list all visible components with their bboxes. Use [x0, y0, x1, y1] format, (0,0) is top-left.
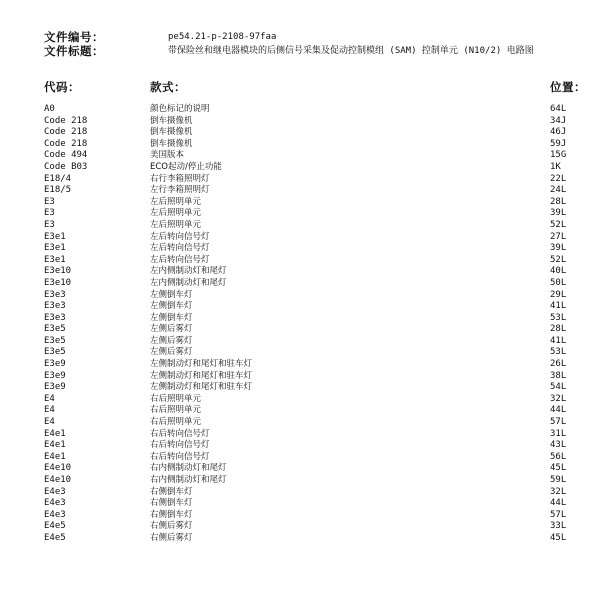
row-style: 左侧倒车灯	[150, 301, 193, 312]
table-row	[0, 313, 600, 325]
row-code: E18/5	[44, 185, 72, 196]
row-code: E3	[44, 219, 55, 230]
row-code: E4e1	[44, 451, 66, 462]
row-code: E3e10	[44, 277, 72, 288]
table-row	[0, 232, 600, 244]
table-row	[0, 487, 600, 499]
row-code: E3e9	[44, 359, 66, 370]
column-header-style: 款式：	[150, 80, 186, 94]
row-style: 左内侧制动灯和尾灯	[150, 266, 227, 277]
row-style: ECO起动/停止功能	[150, 161, 222, 172]
row-code: A0	[44, 104, 55, 114]
row-style: 左侧制动灯和尾灯和驻车灯	[150, 382, 253, 393]
row-code: E4e1	[44, 440, 66, 451]
table-row	[0, 510, 600, 522]
row-style: 右后照明单元	[150, 417, 202, 428]
table-row	[0, 336, 600, 348]
row-style: 右侧倒车灯	[150, 486, 193, 497]
row-code: E3e3	[44, 289, 66, 300]
row-style: 左侧倒车灯	[150, 289, 193, 300]
row-position: 32L	[550, 486, 567, 497]
row-code: E3e9	[44, 382, 66, 393]
row-position: 54L	[550, 382, 567, 393]
row-code: E3e10	[44, 266, 72, 277]
row-position: 24L	[550, 185, 567, 196]
row-position: 43L	[550, 440, 567, 451]
row-code: E4e1	[44, 428, 66, 439]
row-position: 28L	[550, 196, 567, 207]
table-row	[0, 463, 600, 475]
table-row	[0, 243, 600, 255]
row-style: 美国版本	[150, 150, 185, 161]
table-row	[0, 533, 600, 545]
row-code: E4	[44, 405, 55, 416]
row-code: Code 494	[44, 150, 88, 161]
row-style: 左侧制动灯和尾灯和驻车灯	[150, 370, 253, 381]
table-row	[0, 255, 600, 267]
row-position: 31L	[550, 428, 567, 439]
row-style: 右行李箱照明灯	[150, 173, 210, 184]
row-position: 53L	[550, 347, 567, 358]
row-style: 右后转向信号灯	[150, 451, 210, 462]
column-header-position: 位置：	[550, 80, 586, 94]
component-table	[0, 104, 600, 545]
table-row	[0, 359, 600, 371]
row-style: 倒车摄像机	[150, 138, 193, 149]
table-row	[0, 498, 600, 510]
doc-number-label: 文件编号：	[44, 30, 104, 44]
table-row	[0, 521, 600, 533]
row-style: 右后转向信号灯	[150, 428, 210, 439]
row-position: 64L	[550, 104, 567, 114]
row-code: E3	[44, 208, 55, 219]
doc-title-label: 文件标题：	[44, 44, 104, 58]
table-row	[0, 266, 600, 278]
row-code: E3e5	[44, 324, 66, 335]
row-code: E4e3	[44, 486, 66, 497]
row-style: 倒车摄像机	[150, 127, 193, 138]
doc-number-row	[0, 30, 600, 44]
row-position: 39L	[550, 208, 567, 219]
table-row	[0, 127, 600, 139]
row-code: Code B03	[44, 161, 88, 172]
table-row	[0, 150, 600, 162]
table-row	[0, 290, 600, 302]
row-position: 45L	[550, 532, 567, 543]
table-row	[0, 104, 600, 116]
table-row	[0, 371, 600, 383]
row-style: 左侧倒车灯	[150, 312, 193, 323]
row-style: 右后照明单元	[150, 393, 202, 404]
table-row	[0, 185, 600, 197]
row-position: 59L	[550, 475, 567, 485]
row-code: E3e3	[44, 312, 66, 323]
row-position: 15G	[550, 150, 567, 161]
table-row	[0, 116, 600, 128]
row-code: E3e1	[44, 231, 66, 242]
table-row	[0, 429, 600, 441]
row-position: 44L	[550, 405, 567, 416]
row-code: E3e5	[44, 335, 66, 346]
row-code: E3	[44, 196, 55, 207]
row-position: 57L	[550, 509, 567, 520]
row-position: 28L	[550, 324, 567, 335]
row-code: E3e3	[44, 301, 66, 312]
row-position: 1K	[550, 161, 561, 172]
row-position: 33L	[550, 521, 567, 532]
row-code: E3e1	[44, 254, 66, 265]
row-style: 右侧倒车灯	[150, 509, 193, 520]
row-code: E3e5	[44, 347, 66, 358]
table-row	[0, 475, 600, 487]
row-code: E4	[44, 393, 55, 404]
table-row	[0, 139, 600, 151]
row-position: 56L	[550, 451, 567, 462]
row-code: E4e5	[44, 532, 66, 543]
row-position: 44L	[550, 498, 567, 509]
row-position: 41L	[550, 301, 567, 312]
row-style: 左内侧制动灯和尾灯	[150, 277, 227, 288]
row-style: 左后转向信号灯	[150, 243, 210, 254]
row-code: E4e5	[44, 521, 66, 532]
row-style: 右侧后雾灯	[150, 532, 193, 543]
table-row	[0, 197, 600, 209]
table-row	[0, 452, 600, 464]
row-position: 39L	[550, 243, 567, 254]
row-code: E4e10	[44, 463, 72, 474]
row-position: 27L	[550, 231, 567, 242]
row-style: 左后照明单元	[150, 196, 202, 207]
row-style: 右侧倒车灯	[150, 498, 193, 509]
table-row	[0, 417, 600, 429]
row-position: 52L	[550, 254, 567, 265]
row-code: Code 218	[44, 127, 88, 138]
row-style: 左后转向信号灯	[150, 231, 210, 242]
doc-number-value: pe54.21-p-2108-97faa	[168, 32, 277, 42]
row-style: 左后照明单元	[150, 208, 202, 219]
table-row	[0, 208, 600, 220]
row-position: 32L	[550, 393, 567, 404]
row-style: 右后照明单元	[150, 405, 202, 416]
row-position: 40L	[550, 266, 567, 277]
row-position: 22L	[550, 173, 567, 184]
row-style: 右内侧制动灯和尾灯	[150, 463, 227, 474]
table-row	[0, 220, 600, 232]
row-code: E18/4	[44, 173, 72, 184]
column-header-code: 代码：	[44, 80, 80, 94]
row-style: 左后照明单元	[150, 219, 202, 230]
table-row	[0, 162, 600, 174]
row-position: 26L	[550, 359, 567, 370]
row-style: 左侧后雾灯	[150, 324, 193, 335]
row-code: E3e1	[44, 243, 66, 254]
row-code: E4e3	[44, 498, 66, 509]
row-code: E3e9	[44, 370, 66, 381]
row-position: 29L	[550, 289, 567, 300]
row-position: 57L	[550, 417, 567, 428]
table-row	[0, 278, 600, 290]
row-style: 右内侧制动灯和尾灯	[150, 475, 227, 485]
row-position: 53L	[550, 312, 567, 323]
doc-title-value: 带保险丝和继电器模块的后侧信号采集及促动控制模组 (SAM) 控制单元 (N10/2) 电路图	[168, 46, 534, 56]
table-row	[0, 174, 600, 186]
row-style: 左侧后雾灯	[150, 347, 193, 358]
table-row	[0, 324, 600, 336]
row-style: 右侧后雾灯	[150, 521, 193, 532]
row-style: 左后转向信号灯	[150, 254, 210, 265]
row-code: Code 218	[44, 115, 88, 126]
row-style: 倒车摄像机	[150, 115, 193, 126]
table-row	[0, 347, 600, 359]
row-position: 41L	[550, 335, 567, 346]
row-code: E4e10	[44, 475, 72, 485]
table-row	[0, 382, 600, 394]
row-position: 52L	[550, 219, 567, 230]
row-style: 颜色标记的说明	[150, 104, 210, 114]
row-position: 45L	[550, 463, 567, 474]
row-code: Code 218	[44, 138, 88, 149]
row-style: 左侧制动灯和尾灯和驻车灯	[150, 359, 253, 370]
row-position: 34J	[550, 115, 567, 126]
row-position: 46J	[550, 127, 567, 138]
row-style: 左行李箱照明灯	[150, 185, 210, 196]
doc-title-row	[0, 44, 600, 58]
row-style: 左侧后雾灯	[150, 335, 193, 346]
row-position: 50L	[550, 277, 567, 288]
row-style: 右后转向信号灯	[150, 440, 210, 451]
row-position: 59J	[550, 138, 567, 149]
row-position: 38L	[550, 370, 567, 381]
row-code: E4	[44, 417, 55, 428]
table-row	[0, 394, 600, 406]
table-row	[0, 301, 600, 313]
table-row	[0, 440, 600, 452]
row-code: E4e3	[44, 509, 66, 520]
table-row	[0, 405, 600, 417]
